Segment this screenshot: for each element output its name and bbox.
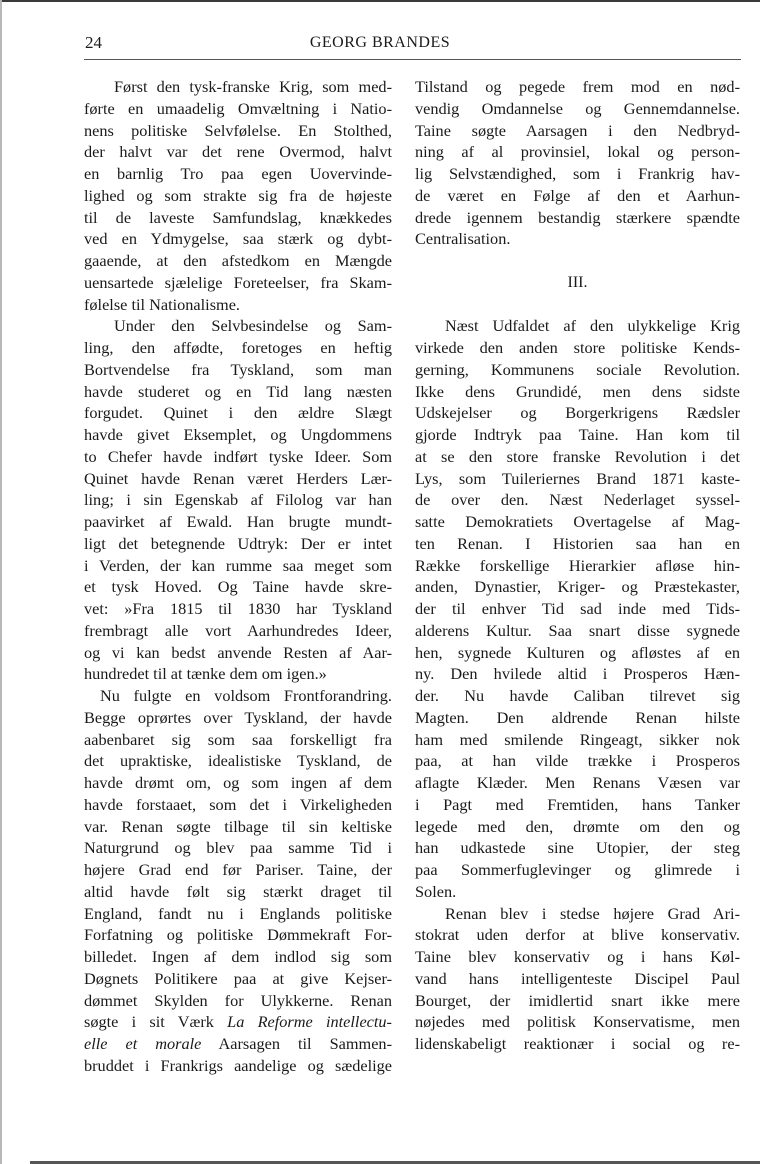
text-line: England, fandt nu i Englands politiske: [84, 903, 392, 923]
text-line: havde studeret og en Tid lang næsten: [84, 381, 392, 401]
text-line: altid havde følt sig stærkt draget til: [84, 881, 392, 901]
text-line: Naturgrund og blev paa samme Tid i: [84, 838, 392, 858]
text-line: paa Sommerfuglevinger og glimrede i: [415, 860, 740, 879]
text-line: nøjedes med politisk Konservatisme, men: [415, 1012, 740, 1032]
paragraph-first-line: Næst Udfaldet af den ulykkelige Krig: [445, 316, 740, 336]
text-line: Taine søgte Aarsagen i den Nedbryd-: [415, 120, 740, 140]
text-line: de over den. Næst Nederlaget syssel-: [415, 490, 740, 510]
text-line: paavirket af Ewald. Han brugte mundt-: [84, 512, 392, 531]
running-title: GEORG BRANDES: [309, 34, 451, 51]
text-segment: Aarsagen til Sammen-: [201, 1034, 392, 1053]
text-line: hen, sygnede Kulturen og afløstes af en: [415, 642, 740, 662]
text-line: til de laveste Samfundslag, knækkedes: [84, 207, 392, 227]
text-line: ny. Den hvilede altid i Prosperos Hæn-: [415, 664, 740, 684]
book-title-italic: La Reforme intellectu-: [227, 1012, 392, 1032]
text-line: gaaende, at den afstedkom en Mængde: [84, 251, 392, 270]
text-line: var. Renan søgte tilbage til sin keltiske: [84, 816, 392, 836]
right-column: [415, 76, 740, 1055]
text-line: legede med den, drømte om den og: [415, 816, 740, 836]
text-line: dømmet Skylden for Ulykkerne. Renan: [84, 990, 392, 1010]
text-line: ligt det betegnende Udtryk: Der er intet: [84, 533, 392, 553]
text-line: Lys, som Tuileriernes Brand 1871 kaste-: [415, 468, 740, 488]
paragraph-first-line: Nu fulgte en voldsom Frontforandring.: [100, 686, 392, 705]
text-line: Forfatning og politiske Dømmekraft For-: [84, 925, 392, 945]
text-segment: søgte i sit Værk: [84, 1012, 228, 1032]
text-line: paa, at han vilde trække i Prosperos: [415, 751, 740, 771]
header-rule: [84, 59, 741, 60]
text-line: nens politiske Selvfølelse. En Stolthed,: [84, 120, 392, 140]
scan-border-left: [0, 0, 2, 1164]
text-line: havde givet Eksemplet, og Ungdommens: [84, 425, 392, 444]
text-line: Udskejelser og Borgerkrigens Rædsler: [415, 403, 740, 423]
text-line: havde forstaaet, som det i Virkeligheden: [84, 794, 392, 814]
paragraph-first-line: Først den tysk-franske Krig, som med-: [114, 77, 392, 96]
text-line: vand hans intelligenteste Discipel Paul: [415, 968, 740, 988]
text-line: Quinet havde Renan været Herders Lær-: [84, 468, 392, 488]
text-line: lighed og som strakte sig fra de højeste: [84, 185, 392, 205]
text-line: i Verden, der kan rumme saa meget som: [84, 555, 392, 575]
text-line: uensartede sjælelige Foreteelser, fra Skam-: [84, 272, 392, 292]
text-line: forgudet. Quinet i den ældre Slægt: [84, 403, 392, 423]
text-line: ten Renan. I Historien saa han en: [415, 533, 740, 553]
text-line: ning af al provinsiel, lokal og person-: [415, 142, 740, 162]
text-line: vet: »Fra 1815 til 1830 har Tyskland: [84, 599, 392, 618]
text-line: Solen.: [415, 881, 457, 901]
paragraph-first-line: Under den Selvbesindelse og Sam-: [114, 316, 392, 336]
section-heading: III.: [567, 273, 588, 291]
text-line: vendig Omdannelse og Gennemdannelse.: [415, 98, 740, 118]
text-line: Taine blev konservativ og i hans Køl-: [415, 947, 740, 966]
text-line: Magten. Den aldrende Renan hilste: [415, 707, 740, 727]
paragraph-first-line: Renan blev i stedse højere Grad Ari-: [445, 903, 740, 923]
text-line: lidenskabeligt reaktionær i social og re-: [415, 1034, 740, 1053]
text-line: gerning, Kommunens sociale Revolution.: [415, 359, 740, 379]
text-line: virkede den anden store politiske Kends-: [415, 338, 740, 357]
text-line: et tysk Hoved. Og Taine havde skre-: [84, 577, 392, 597]
text-line: hundredet til at tænke dem om igen.»: [84, 664, 327, 684]
text-line: en barnlig Tro paa egen Uovervinde-: [84, 164, 392, 183]
text-line: de været en Følge af den et Aarhun-: [415, 185, 740, 205]
text-line: der. Nu havde Caliban tilrevet sig: [415, 686, 740, 705]
text-line: der til enhver Tid sad inde med Tids-: [415, 599, 740, 618]
text-line: Række forskellige Hierarkier afløse hin-: [415, 555, 740, 575]
book-title-italic: elle et morale: [84, 1034, 202, 1053]
text-line: førte en umaadelig Omvæltning i Natio-: [84, 98, 392, 118]
text-line: Bourget, der imidlertid snart ikke mere: [415, 990, 740, 1010]
text-line: billedet. Ingen af dem indlod sig som: [84, 947, 392, 966]
text-line: det upraktiske, idealistiske Tyskland, de: [84, 751, 392, 771]
text-line: ling, den affødte, foretoges en heftig: [84, 338, 392, 357]
text-line: bruddet i Frankrigs aandelige og sædelige: [84, 1055, 392, 1075]
text-line: lig Selvstændighed, som i Frankrig hav-: [415, 164, 740, 183]
text-line: i Pagt med Fremtiden, hans Tanker: [415, 794, 740, 814]
text-line: aabenbaret sig som saa forskelligt fra: [84, 729, 392, 749]
text-line: frembragt alle vort Aarhundredes Ideer,: [84, 620, 392, 640]
text-line: Tilstand og pegede frem mod en nød-: [415, 77, 740, 96]
text-line: drede igennem bestandig stærkere spændte: [415, 207, 740, 227]
text-line: gjorde Indtryk paa Taine. Han kom til: [415, 425, 740, 444]
text-line: Bortvendelse fra Tyskland, som man: [84, 359, 392, 379]
text-line: følelse til Nationalisme.: [84, 294, 240, 314]
left-column: [84, 76, 392, 1077]
text-line: højere Grad end før Pariser. Taine, der: [84, 860, 392, 879]
text-line: ham med smilende Ringeagt, sikker nok: [415, 729, 740, 749]
text-line: Døgnets Politikere paa at give Kejser-: [84, 968, 392, 988]
text-line: anden, Dynastier, Kriger- og Præstekaster,: [415, 577, 740, 597]
text-line: han udkastede sine Utopier, der steg: [415, 838, 740, 858]
text-line: der halvt var det rene Overmod, halvt: [84, 142, 392, 162]
text-line: satte Demokratiets Overtagelse af Mag-: [415, 512, 740, 531]
text-line-with-book-title: [84, 1011, 392, 1033]
text-line: ling; i sin Egenskab af Filolog var han: [84, 490, 392, 510]
text-line: Ikke dens Grundidé, men dens sidste: [415, 381, 740, 401]
text-line: ved en Ydmygelse, saa stærk og dybt-: [84, 229, 392, 249]
text-line: to Chefer havde indført tyske Ideer. Som: [84, 446, 392, 466]
text-line: alderens Kultur. Saa snart disse sygnede: [415, 620, 740, 640]
text-line: stokrat uden derfor at blive konservativ.: [415, 925, 740, 945]
scan-border-top: [0, 0, 760, 2]
text-line: havde drømt om, og som ingen af dem: [84, 773, 392, 792]
page-number: 24: [85, 33, 102, 52]
text-line: at se den store franske Revolution i det: [415, 446, 740, 466]
text-line: og vi kan bedst anvende Resten af Aar-: [84, 642, 392, 662]
text-line: Begge oprørtes over Tyskland, der havde: [84, 707, 392, 727]
text-line: Centralisation.: [415, 229, 511, 249]
text-line: aflagte Klæder. Men Renans Væsen var: [415, 773, 740, 792]
text-line-with-book-title: [84, 1033, 392, 1055]
